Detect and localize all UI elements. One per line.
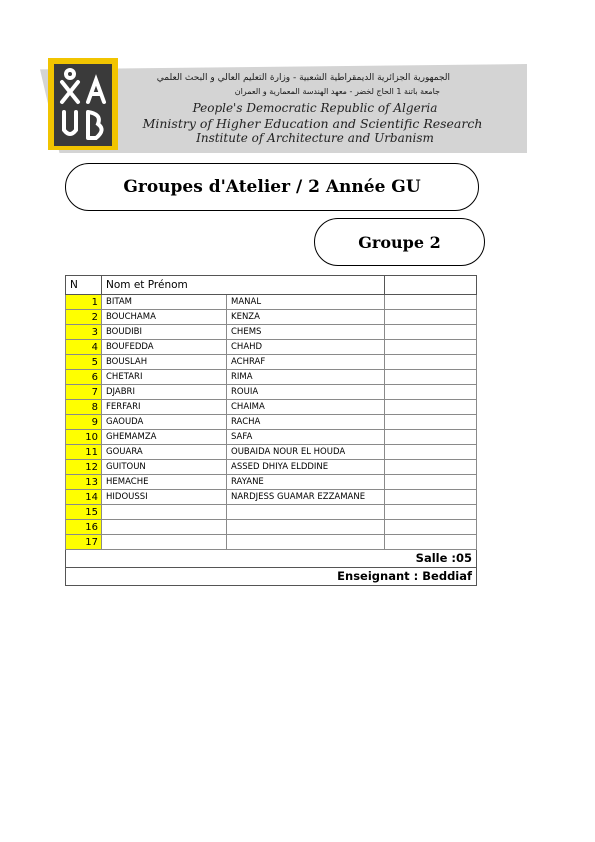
student-first-name: RIMA: [227, 370, 385, 385]
header-number: N: [66, 276, 102, 295]
student-first-name: SAFA: [227, 430, 385, 445]
table-row: [66, 505, 477, 520]
table-row: [66, 340, 477, 355]
table-row: [66, 385, 477, 400]
row-number: 9: [66, 415, 102, 430]
student-last-name: CHETARI: [102, 370, 227, 385]
row-extra-cell: [385, 460, 477, 475]
student-last-name: FERFARI: [102, 400, 227, 415]
salle-label: Salle :05: [66, 550, 477, 568]
teacher-row: [66, 568, 477, 586]
student-first-name: CHAHD: [227, 340, 385, 355]
row-number: 1: [66, 295, 102, 310]
row-number: 17: [66, 535, 102, 550]
student-last-name: BOUCHAMA: [102, 310, 227, 325]
student-last-name: BOUSLAH: [102, 355, 227, 370]
row-extra-cell: [385, 490, 477, 505]
row-extra-cell: [385, 475, 477, 490]
ministry-name: Ministry of Higher Education and Scientific Research: [142, 116, 483, 131]
student-first-name: CHAIMA: [227, 400, 385, 415]
teacher-label: Enseignant : Beddiaf: [66, 568, 477, 586]
row-number: 6: [66, 370, 102, 385]
row-number: 4: [66, 340, 102, 355]
table-row: [66, 310, 477, 325]
row-number: 5: [66, 355, 102, 370]
header-extra: [385, 276, 477, 295]
student-roster-table: [65, 275, 477, 586]
institute-logo: [54, 64, 112, 146]
arabic-header-line-1: الجمهورية الجزائرية الديمقراطية الشعبية - وزارة التعليم العالي و البحث العلمي: [156, 73, 450, 83]
student-first-name: ASSED DHIYA ELDDINE: [227, 460, 385, 475]
row-extra-cell: [385, 505, 477, 520]
row-extra-cell: [385, 295, 477, 310]
student-first-name: RAYANE: [227, 475, 385, 490]
student-last-name: GHEMAMZA: [102, 430, 227, 445]
table-row: [66, 520, 477, 535]
row-extra-cell: [385, 370, 477, 385]
salle-row: [66, 550, 477, 568]
student-last-name: [102, 520, 227, 535]
table-row: [66, 415, 477, 430]
row-extra-cell: [385, 355, 477, 370]
row-extra-cell: [385, 400, 477, 415]
row-extra-cell: [385, 385, 477, 400]
table-row: [66, 460, 477, 475]
student-first-name: RACHA: [227, 415, 385, 430]
student-first-name: MANAL: [227, 295, 385, 310]
student-last-name: [102, 535, 227, 550]
table-row: [66, 400, 477, 415]
table-row: [66, 430, 477, 445]
student-last-name: HIDOUSSI: [102, 490, 227, 505]
student-last-name: [102, 505, 227, 520]
student-first-name: OUBAIDA NOUR EL HOUDA: [227, 445, 385, 460]
table-row: [66, 475, 477, 490]
row-number: 14: [66, 490, 102, 505]
student-last-name: BOUDIBI: [102, 325, 227, 340]
group-label: Groupe 2: [314, 218, 485, 266]
row-extra-cell: [385, 520, 477, 535]
row-extra-cell: [385, 445, 477, 460]
student-first-name: ROUIA: [227, 385, 385, 400]
table-row: [66, 325, 477, 340]
student-first-name: [227, 505, 385, 520]
row-extra-cell: [385, 415, 477, 430]
student-last-name: BOUFEDDA: [102, 340, 227, 355]
row-number: 8: [66, 400, 102, 415]
document-title: Groupes d'Atelier / 2 Année GU: [65, 163, 479, 211]
row-extra-cell: [385, 430, 477, 445]
student-first-name: [227, 535, 385, 550]
table-row: [66, 370, 477, 385]
table-row: [66, 445, 477, 460]
table-header-row: [66, 276, 477, 295]
table-row: [66, 535, 477, 550]
student-first-name: NARDJESS GUAMAR EZZAMANE: [227, 490, 385, 505]
student-first-name: ACHRAF: [227, 355, 385, 370]
table-row: [66, 355, 477, 370]
logo-icon: [54, 64, 112, 146]
student-last-name: GAOUDA: [102, 415, 227, 430]
row-extra-cell: [385, 325, 477, 340]
row-number: 2: [66, 310, 102, 325]
student-last-name: HEMACHE: [102, 475, 227, 490]
student-last-name: GOUARA: [102, 445, 227, 460]
student-first-name: [227, 520, 385, 535]
row-number: 7: [66, 385, 102, 400]
header-name: Nom et Prénom: [102, 276, 385, 295]
table-row: [66, 295, 477, 310]
student-last-name: DJABRI: [102, 385, 227, 400]
row-number: 10: [66, 430, 102, 445]
student-last-name: GUITOUN: [102, 460, 227, 475]
row-number: 11: [66, 445, 102, 460]
row-number: 16: [66, 520, 102, 535]
row-number: 15: [66, 505, 102, 520]
row-extra-cell: [385, 310, 477, 325]
row-number: 12: [66, 460, 102, 475]
row-number: 13: [66, 475, 102, 490]
row-extra-cell: [385, 340, 477, 355]
arabic-header-line-2: جامعة باتنة 1 الحاج لخضر - معهد الهندسة المعمارية و العمران: [234, 87, 440, 96]
republic-name: People's Democratic Republic of Algeria: [192, 101, 438, 115]
row-number: 3: [66, 325, 102, 340]
student-last-name: BITAM: [102, 295, 227, 310]
table-row: [66, 490, 477, 505]
institute-name: Institute of Architecture and Urbanism: [196, 131, 434, 145]
student-first-name: CHEMS: [227, 325, 385, 340]
row-extra-cell: [385, 535, 477, 550]
student-first-name: KENZA: [227, 310, 385, 325]
